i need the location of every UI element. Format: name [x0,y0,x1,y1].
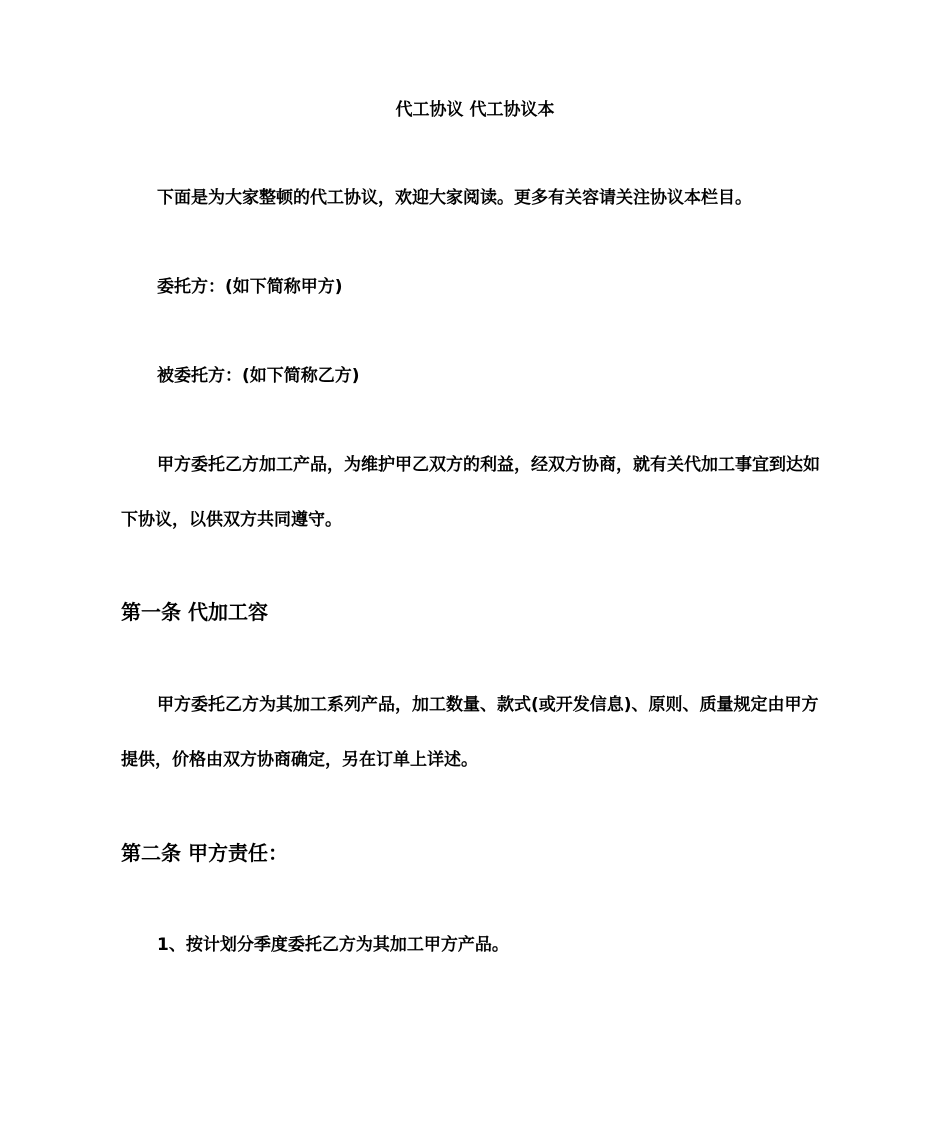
party-b-line: 被委托方：(如下简称乙方) [157,366,360,386]
party-a-line: 委托方：(如下简称甲方) [157,277,343,297]
article-1-heading: 第一条 代加工容 [121,600,268,624]
preamble-paragraph: 甲方委托乙方加工产品，为维护甲乙双方的利益，经双方协商，就有关代加工事宜到达如下协议，以供双方共同遵守。 [121,455,820,530]
article-1-body: 甲方委托乙方为其加工系列产品，加工数量、款式(或开发信息)、原则、质量规定由甲方提供，价格由双方协商确定，另在订单上详述。 [121,695,819,770]
article-2-heading: 第二条 甲方责任： [121,841,288,865]
article-2-item-1: 1、按计划分季度委托乙方为其加工甲方产品。 [157,935,509,955]
document-title: 代工协议 代工协议本 [395,100,555,120]
intro-paragraph: 下面是为大家整顿的代工协议，欢迎大家阅读。更多有关容请关注协议本栏目。 [157,188,752,208]
